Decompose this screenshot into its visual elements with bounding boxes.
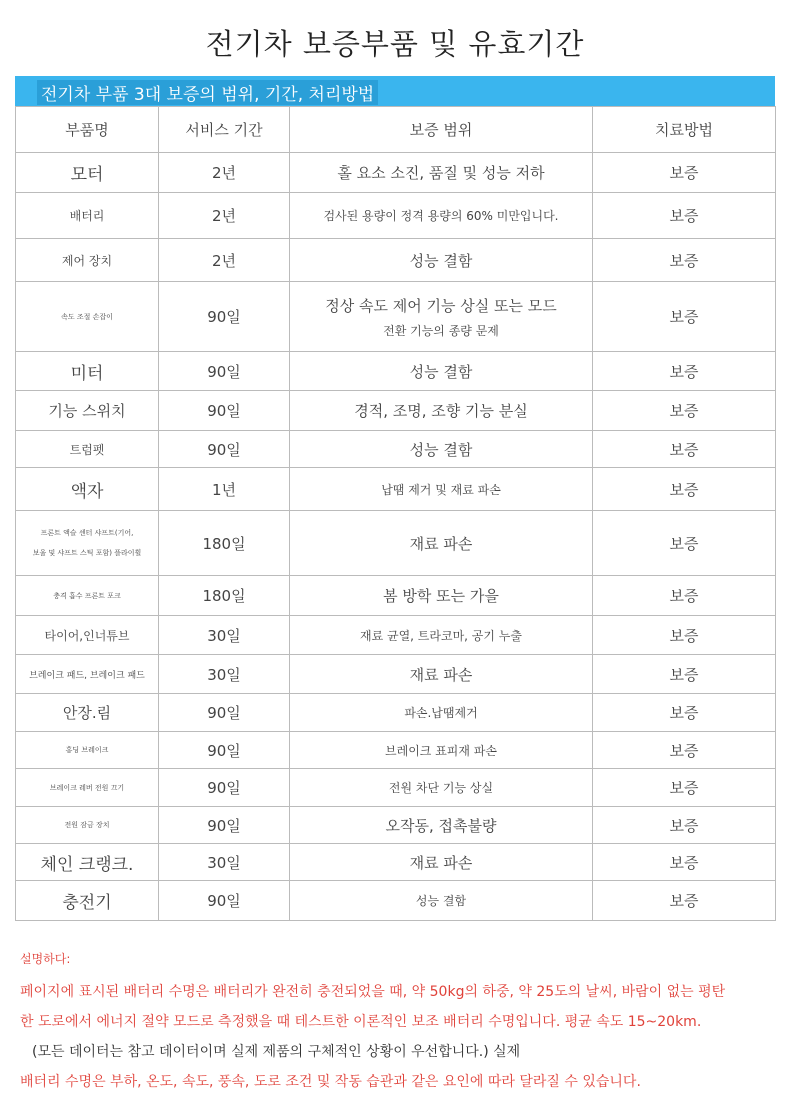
warranty-table-container xyxy=(15,76,775,921)
service-period: 2년 xyxy=(159,239,290,282)
header-method: 치료방법 xyxy=(593,107,776,153)
part-name-line1: 프론트 액슬 센터 샤프트(기어, xyxy=(40,529,134,537)
service-period: 2년 xyxy=(159,153,290,193)
note-line: (모든 데이터는 참고 데이터이며 실제 제품의 구체적인 상황이 우선합니다.) 실제 xyxy=(32,1044,521,1060)
service-period: 30일 xyxy=(159,844,290,881)
warranty-scope: 성능 결함 xyxy=(290,352,593,391)
treatment-method: 보증 xyxy=(593,881,776,921)
treatment-method: 보증 xyxy=(593,576,776,616)
warranty-scope: 브레이크 표피재 파손 xyxy=(290,732,593,769)
treatment-method: 보증 xyxy=(593,694,776,732)
part-name: 제어 장치 xyxy=(16,239,159,282)
service-period: 90일 xyxy=(159,352,290,391)
table-row xyxy=(16,655,776,694)
service-period: 2년 xyxy=(159,193,290,239)
table-row xyxy=(16,239,776,282)
header-period: 서비스 기간 xyxy=(159,107,290,153)
warranty-scope: 성능 결함 xyxy=(290,239,593,282)
page-title: 전기차 보증부품 및 유효기간 xyxy=(205,27,585,61)
treatment-method: 보증 xyxy=(593,391,776,431)
warranty-scope: 성능 결함 xyxy=(290,881,593,921)
service-period: 90일 xyxy=(159,769,290,807)
table-row xyxy=(16,616,776,655)
service-period: 1년 xyxy=(159,468,290,511)
part-name: 충전기 xyxy=(16,881,159,921)
part-name: 타이어,인너튜브 xyxy=(16,616,159,655)
part-name: 충격 흡수 프론트 포크 xyxy=(16,576,159,616)
treatment-method: 보증 xyxy=(593,769,776,807)
table-row xyxy=(16,468,776,511)
warranty-scope: 재료 파손 xyxy=(290,511,593,576)
table-row xyxy=(16,193,776,239)
part-name: 홍딩 브레이크 xyxy=(16,732,159,769)
service-period: 180일 xyxy=(159,576,290,616)
note-line: 배터리 수명은 부하, 온도, 속도, 풍속, 도로 조건 및 작동 습관과 같은 요인에 따라 달라질 수 있습니다. xyxy=(20,1074,641,1090)
warranty-scope: 홀 요소 소진, 품질 및 성능 저하 xyxy=(290,153,593,193)
service-period: 30일 xyxy=(159,616,290,655)
part-name: 브레이크 패드, 브레이크 패드 xyxy=(16,655,159,694)
part-name: 속도 조절 손잡이 xyxy=(16,282,159,352)
warranty-scope-line2: 전환 기능의 종량 문제 xyxy=(383,323,499,338)
notes-section xyxy=(20,950,780,1097)
table-row xyxy=(16,881,776,921)
table-row xyxy=(16,694,776,732)
table-row xyxy=(16,732,776,769)
treatment-method: 보증 xyxy=(593,193,776,239)
part-name: 체인 크랭크. xyxy=(16,844,159,881)
table-header-row xyxy=(16,107,776,153)
warranty-scope: 납땜 제거 및 재료 파손 xyxy=(290,468,593,511)
service-period: 180일 xyxy=(159,511,290,576)
table-banner xyxy=(15,76,775,106)
table-row xyxy=(16,282,776,352)
part-name: 안장.림 xyxy=(16,694,159,732)
service-period: 90일 xyxy=(159,694,290,732)
treatment-method: 보증 xyxy=(593,511,776,576)
table-row xyxy=(16,576,776,616)
service-period: 90일 xyxy=(159,431,290,468)
treatment-method: 보증 xyxy=(593,468,776,511)
part-name: 기능 스위치 xyxy=(16,391,159,431)
treatment-method: 보증 xyxy=(593,431,776,468)
note-line: 페이지에 표시된 배터리 수명은 배터리가 완전히 충전되었을 때, 약 50kg의 하중, 약 25도의 날씨, 바람이 없는 평탄 xyxy=(20,984,726,1000)
warranty-scope: 재료 파손 xyxy=(290,844,593,881)
warranty-scope: 전원 차단 기능 상실 xyxy=(290,769,593,807)
table-row xyxy=(16,391,776,431)
table-row xyxy=(16,352,776,391)
service-period: 30일 xyxy=(159,655,290,694)
table-row xyxy=(16,844,776,881)
part-name: 액자 xyxy=(16,468,159,511)
treatment-method: 보증 xyxy=(593,352,776,391)
treatment-method: 보증 xyxy=(593,282,776,352)
service-period: 90일 xyxy=(159,881,290,921)
treatment-method: 보증 xyxy=(593,655,776,694)
warranty-table xyxy=(15,106,776,921)
warranty-scope: 오작동, 접촉불량 xyxy=(290,807,593,844)
table-row xyxy=(16,807,776,844)
warranty-scope-line1: 정상 속도 제어 기능 상실 또는 모드 xyxy=(325,296,557,315)
warranty-scope: 재료 파손 xyxy=(290,655,593,694)
treatment-method: 보증 xyxy=(593,153,776,193)
warranty-scope: 파손.납땜제거 xyxy=(290,694,593,732)
table-row xyxy=(16,769,776,807)
part-name: 트럼펫 xyxy=(16,431,159,468)
note-line: 한 도로에서 에너지 절약 모드로 측정했을 때 테스트한 이론적인 보조 배터리 수명입니다. 평균 속도 15~20km. xyxy=(20,1014,702,1030)
service-period: 90일 xyxy=(159,391,290,431)
warranty-scope: 성능 결함 xyxy=(290,431,593,468)
table-row xyxy=(16,153,776,193)
treatment-method: 보증 xyxy=(593,616,776,655)
warranty-scope: 재료 균열, 트라코마, 공기 누출 xyxy=(290,616,593,655)
warranty-scope: 봄 방학 또는 가을 xyxy=(290,576,593,616)
treatment-method: 보증 xyxy=(593,732,776,769)
part-name: 모터 xyxy=(16,153,159,193)
treatment-method: 보증 xyxy=(593,239,776,282)
service-period: 90일 xyxy=(159,732,290,769)
header-part: 부품명 xyxy=(16,107,159,153)
part-name: 브레이크 레버 전원 끄기 xyxy=(16,769,159,807)
warranty-scope xyxy=(290,282,593,352)
warranty-scope: 경적, 조명, 조향 기능 분실 xyxy=(290,391,593,431)
part-name: 전원 잠금 장치 xyxy=(16,807,159,844)
header-scope: 보증 범위 xyxy=(290,107,593,153)
notes-heading: 설명하다: xyxy=(20,952,71,966)
table-row xyxy=(16,431,776,468)
service-period: 90일 xyxy=(159,807,290,844)
part-name: 미터 xyxy=(16,352,159,391)
part-name xyxy=(16,511,159,576)
part-name-line2: 보울 및 샤프트 스틱 포함) 플라이휠 xyxy=(32,549,142,557)
banner-text: 전기차 부품 3대 보증의 범위, 기간, 처리방법 xyxy=(37,80,378,105)
table-row xyxy=(16,511,776,576)
warranty-scope: 검사된 용량이 정격 용량의 60% 미만입니다. xyxy=(290,193,593,239)
service-period: 90일 xyxy=(159,282,290,352)
part-name: 배터리 xyxy=(16,193,159,239)
treatment-method: 보증 xyxy=(593,844,776,881)
treatment-method: 보증 xyxy=(593,807,776,844)
